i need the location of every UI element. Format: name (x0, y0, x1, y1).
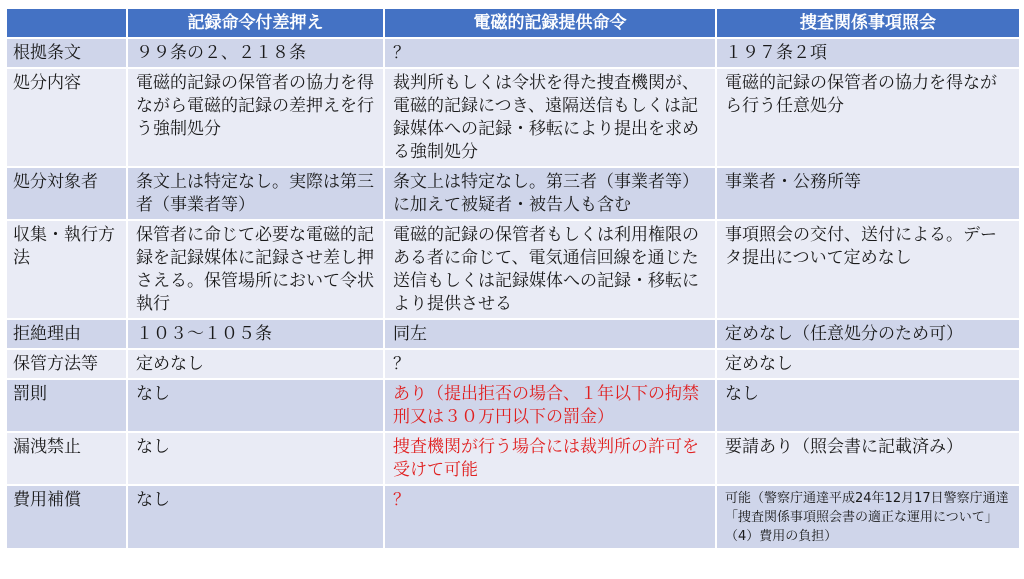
table-cell: 事項照会の交付、送付による。データ提出について定めなし (717, 221, 1019, 318)
table-cell: なし (128, 433, 383, 484)
header-corner (7, 9, 126, 37)
table-row (7, 433, 1019, 484)
row-header: 保管方法等 (7, 350, 126, 378)
table-cell: なし (128, 486, 383, 548)
table-cell: 要請あり（照会書に記載済み） (717, 433, 1019, 484)
table-cell: 定めなし (717, 350, 1019, 378)
table-cell: １０３〜１０５条 (128, 320, 383, 348)
comparison-table (5, 7, 1021, 550)
table-cell: 同左 (385, 320, 715, 348)
table-row (7, 168, 1019, 219)
table-row (7, 69, 1019, 166)
table-cell: 電磁的記録の保管者の協力を得ながら行う任意処分 (717, 69, 1019, 166)
table-cell: なし (128, 380, 383, 431)
table-cell: 定めなし (128, 350, 383, 378)
row-header: 収集・執行方法 (7, 221, 126, 318)
row-header: 罰則 (7, 380, 126, 431)
header-sosa-shokai: 捜査関係事項照会 (717, 9, 1019, 37)
row-header: 漏洩禁止 (7, 433, 126, 484)
table-cell: なし (717, 380, 1019, 431)
table-row (7, 486, 1019, 548)
row-header: 拒絶理由 (7, 320, 126, 348)
table-cell: 電磁的記録の保管者もしくは利用権限のある者に命じて、電気通信回線を通じた送信もしくは記録媒体への記録・移転により提供させる (385, 221, 715, 318)
table-cell: １９７条２項 (717, 39, 1019, 67)
table-cell-highlight: あり（提出拒否の場合、１年以下の拘禁刑又は３０万円以下の罰金） (385, 380, 715, 431)
table-cell: 事業者・公務所等 (717, 168, 1019, 219)
header-row (7, 9, 1019, 37)
table-cell-highlight: ？ (385, 486, 715, 548)
row-header: 費用補償 (7, 486, 126, 548)
table-cell: 裁判所もしくは令状を得た捜査機関が、電磁的記録につき、遠隔送信もしくは記録媒体への記録・移転により提出を求める強制処分 (385, 69, 715, 166)
table-cell: 電磁的記録の保管者の協力を得ながら電磁的記録の差押えを行う強制処分 (128, 69, 383, 166)
row-header: 処分対象者 (7, 168, 126, 219)
table-cell: ？ (385, 350, 715, 378)
header-denji-teikyo: 電磁的記録提供命令 (385, 9, 715, 37)
table-cell: 定めなし（任意処分のため可） (717, 320, 1019, 348)
table-cell: 保管者に命じて必要な電磁的記録を記録媒体に記録させ差し押さえる。保管場所において令状執行 (128, 221, 383, 318)
header-kiroku-meirei: 記録命令付差押え (128, 9, 383, 37)
table-cell: 条文上は特定なし。第三者（事業者等）に加えて被疑者・被告人も含む (385, 168, 715, 219)
table-cell: ９９条の２、２１８条 (128, 39, 383, 67)
row-header: 根拠条文 (7, 39, 126, 67)
table-row (7, 39, 1019, 67)
table-cell: 条文上は特定なし。実際は第三者（事業者等） (128, 168, 383, 219)
table-cell: 可能（警察庁通達平成24年12月17日警察庁通達「捜査関係事項照会書の適正な運用について」（4）費用の負担） (717, 486, 1019, 548)
row-header: 処分内容 (7, 69, 126, 166)
table-row (7, 350, 1019, 378)
table-row (7, 221, 1019, 318)
table-row (7, 320, 1019, 348)
table-cell: ？ (385, 39, 715, 67)
table-row (7, 380, 1019, 431)
table-cell-highlight: 捜査機関が行う場合には裁判所の許可を受けて可能 (385, 433, 715, 484)
